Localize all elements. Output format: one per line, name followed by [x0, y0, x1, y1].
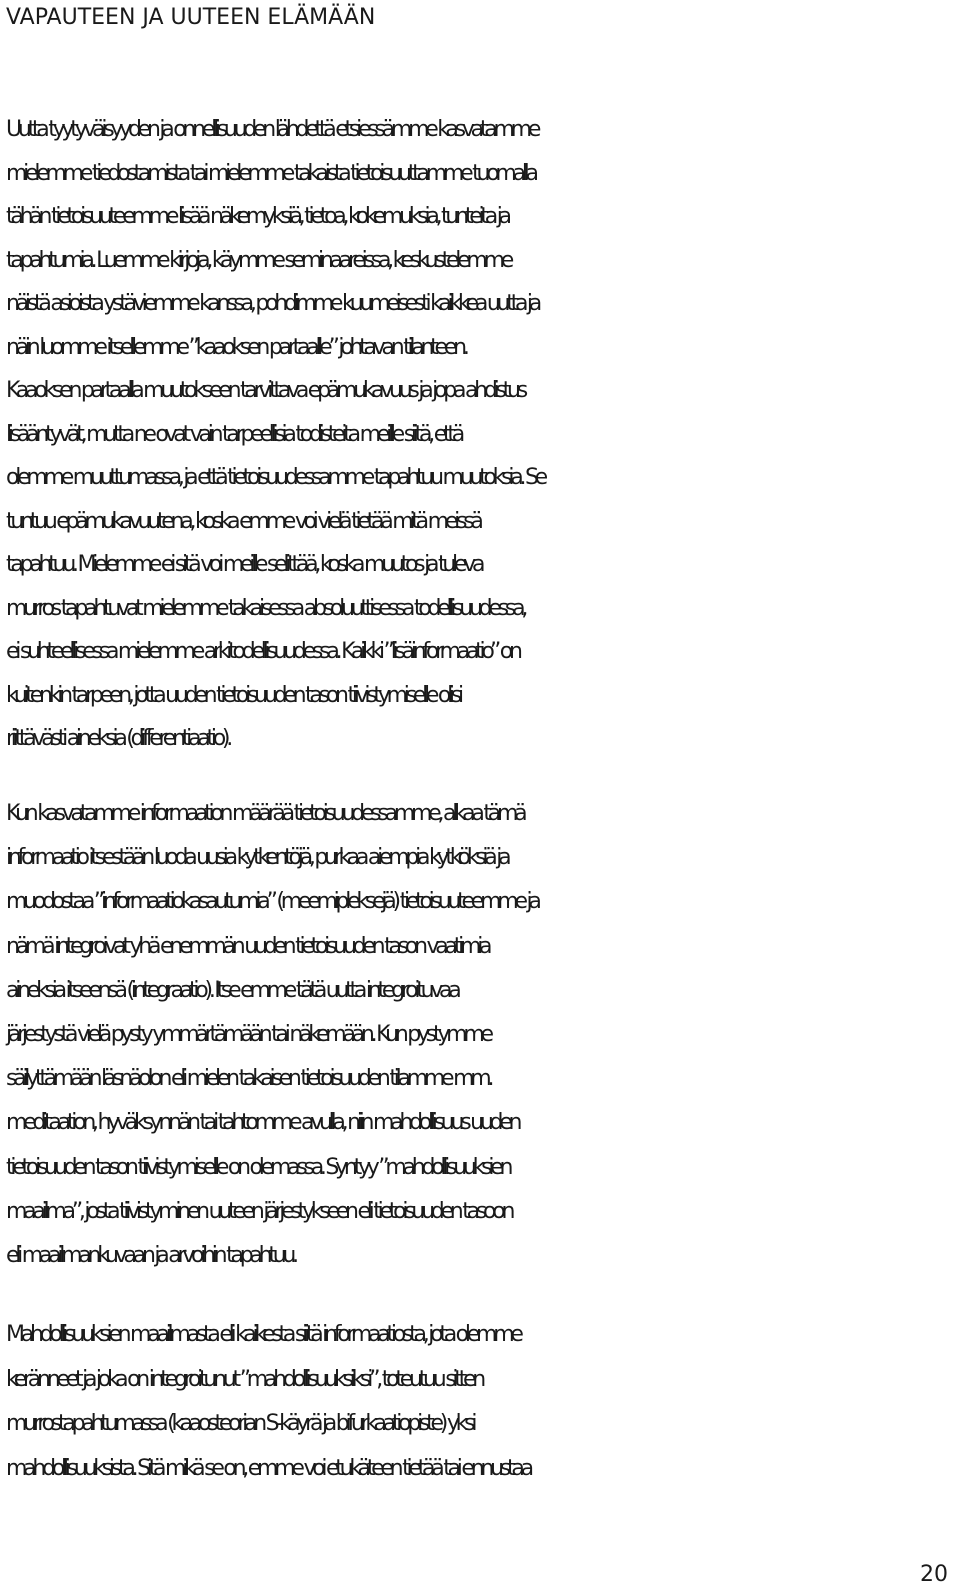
text-line: eli maailmankuvaan ja arvoihin tapahtuu.: [6, 1242, 295, 1268]
text-line: Kaaoksen partaalla muutokseen tarvittava epämukavuus ja jopa ahdistus: [6, 378, 524, 403]
text-line: tuntuu epämukavuutena, koska emme voi vielä tietää mitä meissä: [6, 508, 480, 534]
text-line: mielemme tiedostamista tai mielemme takaista tietoisuuttamme tuomalla: [6, 160, 535, 186]
paragraph-1: [6, 108, 956, 761]
paragraph-3: [6, 1313, 956, 1491]
text-line: aineksia itseensä (integraatio). Itse emme tätä uutta integroituvaa: [6, 977, 458, 1003]
text-line: tapahtumia. Luemme kirjoja, käymme seminaareissa, keskustelemme: [6, 247, 511, 273]
text-line: keränneet ja joka on integroitunut ”mahdollisuuksiksi”, toteutuu sitten: [6, 1366, 482, 1392]
text-line: tapahtuu. Mielemme ei sitä voi meille selittää, koska muutos ja tuleva: [6, 552, 482, 577]
text-line: ei suhteellisessa mielemme arkitodellisuudessa. Kaikki ”lisäinformaatio” on: [6, 639, 519, 664]
text-line: olemme muuttumassa, ja että tietoisuudessamme tapahtuu muutoksia. Se: [6, 465, 544, 490]
text-line: meditaation, hyväksynnän tai tahtomme avulla, niin mahdollisuus uuden: [6, 1110, 519, 1136]
text-line: järjestystä vielä pysty ymmärtämään tai näkemään. Kun pystymme: [6, 1021, 490, 1047]
text-line: näistä asioista ystäviemme kanssa, pohdimme kuumeisesti kaikkea uutta ja: [6, 291, 539, 316]
text-line: informaatio itsestään luoda uusia kytkentöjä, purkaa aiempia kytköksiä ja: [6, 845, 508, 871]
page-number: 20: [920, 1562, 948, 1587]
text-line: nämä integroivat yhä enemmän uuden tietoisuuden tason vaatimia: [6, 933, 489, 959]
page-title: VAPAUTEEN JA UUTEEN ELÄMÄÄN: [6, 5, 376, 30]
text-line: tietoisuuden tason tiivistymiselle on olemassa. Syntyy ”mahdollisuuksien: [6, 1154, 510, 1180]
text-line: Kun kasvatamme informaation määrää tietoisuudessamme, alkaa tämä: [6, 801, 524, 826]
text-line: mahdollisuuksista. Sitä mikä se on, emme voi etukäteen tietää tai ennustaa: [6, 1455, 530, 1481]
text-line: lisääntyvät, mutta ne ovat vain tarpeellisia todisteita meille siitä, että: [6, 421, 462, 447]
text-line: murrostapahtumassa (kaaosteorian S-käyrä ja bifurkaatiopiste) yksi: [6, 1411, 474, 1436]
text-line: riittävästi aineksia (differentiaatio).: [6, 726, 230, 751]
text-line: kuitenkin tarpeen, jotta uuden tietoisuuden tason tiivistymiselle olisi: [6, 682, 460, 708]
text-line: murros tapahtuvat mielemme takaisessa absoluuttisessa todellisuudessa,: [6, 595, 525, 621]
text-line: Uutta tyytyväisyyden ja onnellisuuden lähdettä etsiessämme kasvatamme: [6, 117, 538, 142]
text-line: muodostaa ”informaatiokasautumia” (meemipleksejä) tietoisuuteemme ja: [6, 889, 538, 915]
text-line: säilyttämään läsnäolon eli mielen takaisen tietoisuuden tilamme mm.: [6, 1066, 491, 1092]
text-line: Mahdollisuuksien maailmasta eli kaikesta siitä informaatiosta, jota olemme: [6, 1322, 520, 1347]
text-line: näin luomme itsellemme ”kaaoksen partaalle” johtavan tilanteen.: [6, 334, 466, 360]
text-line: tähän tietoisuuteemme lisää näkemyksiä, tietoa, kokemuksia, tunteita ja: [6, 204, 508, 229]
text-line: maailma”, josta tiivistyminen uuteen järjestykseen eli tietoisuuden tasoon: [6, 1198, 512, 1224]
paragraph-2: [6, 792, 956, 1278]
